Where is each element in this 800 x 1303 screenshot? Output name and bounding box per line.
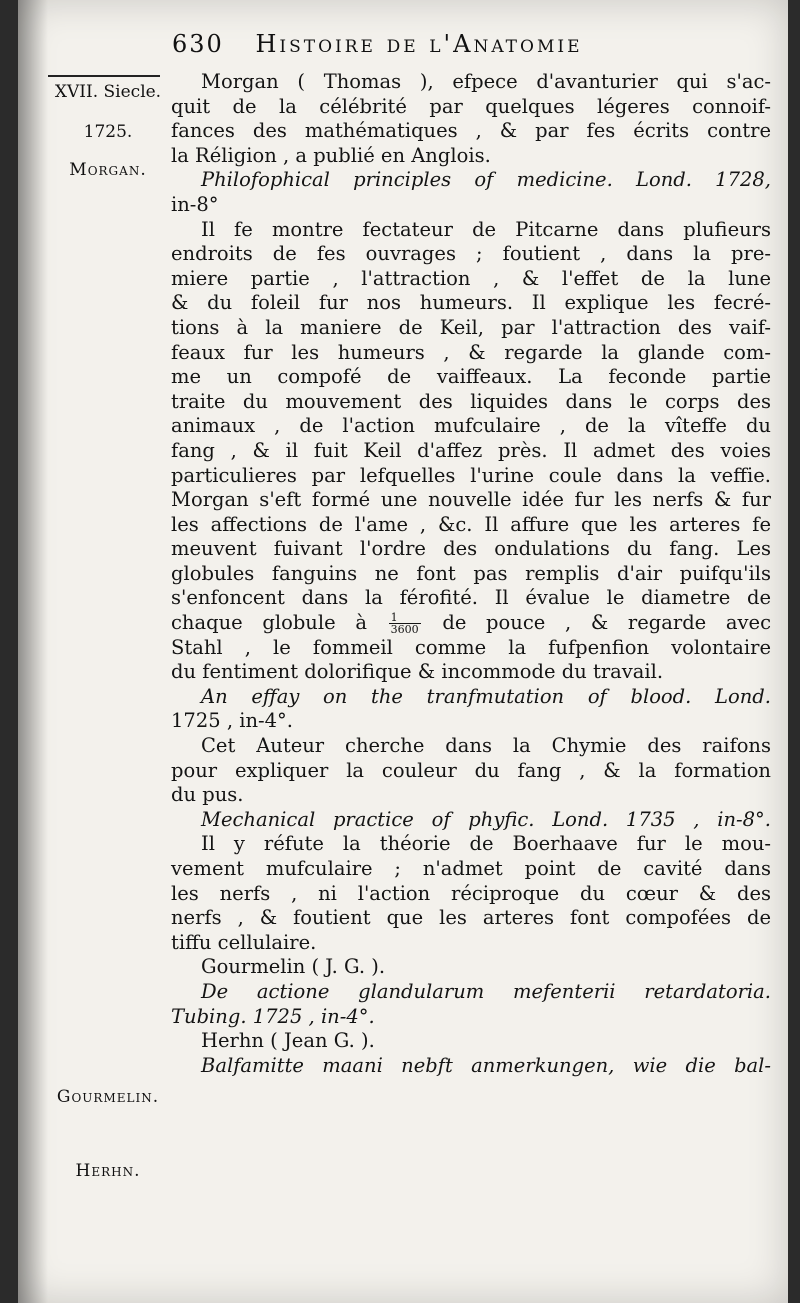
- text-line: feaux fur les humeurs , & regarde la glande com-: [171, 340, 771, 364]
- margin-author-morgan: Morgan.: [69, 160, 147, 180]
- book-title-line: De actione glandularum mefenterii retardatoria.: [201, 979, 771, 1003]
- text-line: nerfs , & foutient que les arteres font compofées de: [171, 906, 771, 930]
- text-line: Morgan s'eft formé une nouvelle idée fur les nerfs & fur: [171, 488, 771, 512]
- text-line: Stahl , le fommeil comme la fufpenfion volontaire: [171, 635, 771, 659]
- margin-century: XVII. Siecle.: [54, 82, 162, 102]
- running-title: Histoire de l'Anatomie: [255, 30, 583, 58]
- fraction-line-before: chaque globule à: [171, 611, 367, 635]
- text-line: fang , & il fuit Keil d'affez près. Il admet des voies: [171, 438, 771, 462]
- text-line: miere partie , l'attraction , & l'effet de la lune: [171, 266, 771, 290]
- text-line: s'enfoncent dans la férofité. Il évalue le diametre de: [171, 586, 771, 610]
- book-page: [18, 0, 788, 1303]
- text-line: traite du mouvement des liquides dans le corps des: [171, 389, 771, 413]
- text-line: la Réligion , a publié en Anglois.: [171, 143, 491, 167]
- fraction: [389, 612, 421, 635]
- text-line: endroits de fes ouvrages ; foutient , dans la pre-: [171, 242, 771, 266]
- fraction-line-after: de pouce , & regarde avec: [442, 611, 771, 635]
- book-title-line: Mechanical practice of phyfic. Lond. 1735 , in-8°.: [201, 807, 771, 831]
- text-line: particulieres par lefquelles l'urine coule dans la veffie.: [171, 463, 771, 487]
- book-title-line: Balfamitte maani nebft anmerkungen, wie die bal-: [201, 1053, 771, 1077]
- text-line: globules fanguins ne font pas remplis d'air puifqu'ils: [171, 561, 771, 585]
- margin-author-herhn: Herhn.: [75, 1161, 141, 1181]
- text-line: les nerfs , ni l'action réciproque du cœur & des: [171, 881, 771, 905]
- running-header: [172, 30, 782, 58]
- fraction-numerator: 1: [389, 612, 421, 624]
- text-line: Il y réfute la théorie de Boerhaave fur le mou-: [201, 832, 771, 856]
- margin-rule: [48, 75, 160, 77]
- text-line: du fentiment dolorifique & incommode du travail.: [171, 660, 664, 684]
- text-line: les affections de l'ame , &c. Il affure que les arteres fe: [171, 512, 771, 536]
- author-entry-line: Gourmelin ( J. G. ).: [201, 955, 386, 979]
- text-line: meuvent fuivant l'ordre des ondulations du fang. Les: [171, 537, 771, 561]
- text-line: tions à la maniere de Keil, par l'attraction des vaif-: [171, 315, 771, 339]
- text-line: animaux , de l'action mufculaire , de la vîteffe du: [171, 414, 771, 438]
- main-text-block: [171, 70, 771, 1078]
- text-line: vement mufculaire ; n'admet point de cavité dans: [171, 857, 771, 880]
- book-title-line: An effay on the tranfmutation of blood. Lond.: [201, 684, 771, 708]
- text-line: tiffu cellulaire.: [171, 930, 317, 954]
- page-gutter-shadow: [18, 0, 48, 1303]
- fraction-text-line: [171, 611, 771, 636]
- book-title-line: Philofophical principles of medicine. Lond. 1728,: [201, 168, 771, 192]
- text-line: 1725 , in-4°.: [171, 709, 293, 733]
- text-line: pour expliquer la couleur du fang , & la formation: [171, 758, 771, 782]
- text-line: fances des mathématiques , & par fes écrits contre: [171, 119, 771, 143]
- text-line: me un compofé de vaiffeaux. La feconde partie: [171, 365, 771, 389]
- text-line: Morgan ( Thomas ), efpece d'avanturier qui s'ac-: [201, 70, 771, 93]
- author-entry-line: Herhn ( Jean G. ).: [201, 1029, 375, 1053]
- text-line: & du foleil fur nos humeurs. Il explique les fecré-: [171, 291, 771, 315]
- margin-year: 1725.: [83, 122, 133, 142]
- text-line: Tubing. 1725 , in-4°.: [171, 1004, 375, 1028]
- text-line: quit de la célébrité par quelques légeres connoif-: [171, 94, 771, 118]
- margin-author-gourmelin: Gourmelin.: [56, 1087, 160, 1107]
- text-line: Cet Auteur cherche dans la Chymie des raifons: [201, 734, 771, 758]
- text-line: in-8°: [171, 192, 219, 216]
- text-line: du pus.: [171, 783, 244, 807]
- page-number: 630: [172, 30, 224, 58]
- fraction-denominator: 3600: [390, 623, 419, 637]
- text-line: Il fe montre fectateur de Pitcarne dans plufieurs: [201, 217, 771, 241]
